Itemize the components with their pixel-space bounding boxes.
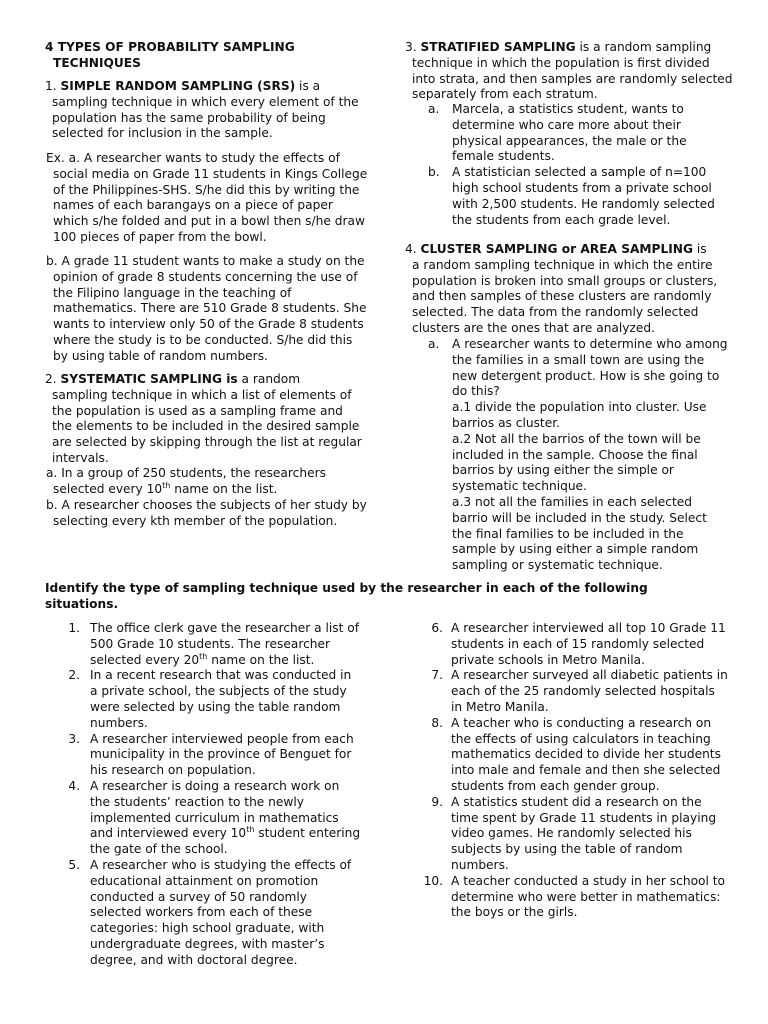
item-text: A teacher who is conducting a research on the effects of using calculators in teaching mathematics decided to divide her students into male and female and then she selected students from each gender group. xyxy=(451,715,721,793)
exercise-list-right xyxy=(423,621,729,921)
item-text: A researcher interviewed people from each municipality in the province of Benguet for his research on population. xyxy=(90,731,354,778)
title-line-1: 4 TYPES OF PROBABILITY SAMPLING xyxy=(45,40,295,54)
clu-step: a.2 Not all the barrios of the town will be included in the sample. Choose the final barrios by using either the simple or systematic technique. xyxy=(452,431,701,494)
title-line-2: TECHNIQUES xyxy=(53,55,141,70)
str-text-a: is a random sampling xyxy=(575,40,712,54)
list-item xyxy=(62,621,362,668)
srs-example-b: b. A grade 11 student wants to make a study on the opinion of grade 8 students concerning the use of the Filipino language in the teaching of mathematics. There are 510 Grade 8 students. She wants to interview only 50 of the Grade 8 students where the study is to be conducted. S/he did this by using table of random numbers. xyxy=(46,254,367,363)
str-definition: technique in which the population is first divided into strata, and then samples are randomly selected separately from each stratum. xyxy=(412,55,733,102)
item-number: 7. xyxy=(431,668,443,683)
item-number: 6. xyxy=(431,621,443,635)
item-tail: student entering the gate of the school. xyxy=(90,826,361,857)
item-number: 4. xyxy=(68,778,80,793)
sys-example-a-tail: name on the list. xyxy=(170,481,278,496)
clu-step: a.1 divide the population into cluster. Use barrios as cluster. xyxy=(452,400,707,430)
systematic-section xyxy=(45,372,363,467)
list-marker: a. xyxy=(428,102,440,116)
item-text: The office clerk gave the researcher a list of 500 Grade 10 students. The researcher selected every 20 xyxy=(90,621,360,667)
clu-number: 4. xyxy=(405,242,417,256)
list-item xyxy=(62,732,362,779)
str-heading: STRATIFIED SAMPLING xyxy=(420,40,576,54)
list-marker: a. xyxy=(428,337,440,351)
list-item xyxy=(423,795,729,874)
list-item xyxy=(423,716,729,795)
sys-heading: SYSTEMATIC SAMPLING is xyxy=(60,372,238,386)
str-number: 3. xyxy=(405,40,417,54)
srs-text-a: is a xyxy=(295,79,321,93)
cluster-section xyxy=(405,242,735,337)
list-item xyxy=(62,779,362,858)
item-number: 8. xyxy=(431,715,443,730)
sys-example-b: b. A researcher chooses the subjects of her study by selecting every kth member of the population. xyxy=(46,498,367,528)
item-text: A statistics student did a research on the time spent by Grade 11 students in playing video games. He randomly selected his subjects by using the table of random numbers. xyxy=(451,794,717,872)
sys-number: 2. xyxy=(45,372,57,386)
item-number: 3. xyxy=(68,731,80,746)
item-number: 5. xyxy=(68,857,80,872)
item-text: A researcher surveyed all diabetic patients in each of the 25 randomly selected hospitals in Metro Manila. xyxy=(451,668,728,714)
list-item xyxy=(62,858,362,969)
item-text: In a recent research that was conducted in a private school, the subjects of the study were selected by using the table random numbers. xyxy=(90,668,352,730)
list-item-text: A statistician selected a sample of n=100 high school students from a private school with 2,500 students. He randomly selected the students from each grade level. xyxy=(452,165,715,227)
item-number: 2. xyxy=(68,668,80,683)
clu-heading: CLUSTER SAMPLING or AREA SAMPLING xyxy=(420,242,693,256)
instruction-text: Identify the type of sampling technique used by the researcher in each of the following situations. xyxy=(45,581,648,611)
item-tail: name on the list. xyxy=(207,652,315,667)
list-item xyxy=(428,337,728,400)
clu-text-a: is xyxy=(692,242,707,256)
srs-definition: sampling technique in which every element of the population has the same probability of being selected for inclusion in the sample. xyxy=(52,94,359,141)
srs-number: 1. xyxy=(45,79,57,93)
clu-example xyxy=(428,337,728,574)
item-text: A researcher interviewed all top 10 Grade 11 students in each of 15 randomly selected private schools in Metro Manila. xyxy=(451,621,726,667)
sys-text-a: a random xyxy=(237,372,301,386)
list-item xyxy=(428,165,728,228)
list-item xyxy=(62,668,362,731)
item-number: 1. xyxy=(68,621,80,635)
item-sup: th xyxy=(246,825,255,835)
sys-definition: sampling technique in which a list of elements of the population is used as a sampling frame and the elements to be included in the desired sample are selected by skipping through the list at regular intervals. xyxy=(52,387,362,465)
exercise-list-left xyxy=(62,621,362,969)
str-example-list xyxy=(428,102,728,228)
item-text: A researcher who is studying the effects of educational attainment on promotion conducted a survey of 50 randomly selected workers from each of these categories: high school graduate, with undergraduate degrees, with master’s degree, and with doctoral degree. xyxy=(90,857,352,967)
srs-heading: SIMPLE RANDOM SAMPLING (SRS) xyxy=(60,79,296,93)
list-item xyxy=(423,621,729,668)
srs-section xyxy=(45,79,363,142)
srs-example-a: Ex. a. A researcher wants to study the effects of social media on Grade 11 students in Kings College of the Philippines-SHS. S/he did this by writing the names of each barangays on a piece of paper which s/he folded and put in a bowl then s/he draw 100 pieces of paper from the bowl. xyxy=(46,151,368,244)
clu-definition: a random sampling technique in which the entire population is broken into small groups or clusters, and then samples of these clusters are randomly selected. The data from the randomly selected clusters are the ones that are analyzed. xyxy=(412,257,718,335)
list-item xyxy=(423,874,729,921)
list-marker: b. xyxy=(428,165,440,180)
sys-example-a-text: a. In a group of 250 students, the researchers selected every 10 xyxy=(46,466,326,496)
exercise-instruction xyxy=(45,581,695,613)
list-item-text: A researcher wants to determine who among the families in a small town are using the new detergent product. How is she going to do this? xyxy=(452,337,728,399)
stratified-section xyxy=(405,40,735,103)
item-text: A teacher conducted a study in her school to determine who were better in mathematics: the boys or the girls. xyxy=(451,873,725,920)
item-number: 9. xyxy=(431,794,443,809)
item-number: 10. xyxy=(423,873,443,888)
section-title xyxy=(45,40,363,72)
item-sup: th xyxy=(199,651,208,661)
item-text: A researcher is doing a research work on the students’ reaction to the newly implemented curriculum in mathematics and interviewed every 10 xyxy=(90,778,340,841)
clu-step: a.3 not all the families in each selected barrio will be included in the study. Select the final families to be included in the sample by using either a simple random sampling or systematic technique. xyxy=(452,494,707,573)
list-item xyxy=(423,668,729,715)
sys-example-a xyxy=(45,466,371,498)
list-item xyxy=(428,102,728,165)
list-item-text: Marcela, a statistics student, wants to determine who care more about their physical appearances, the male or the female students. xyxy=(452,102,687,164)
sys-example-a-sup: th xyxy=(162,480,171,490)
